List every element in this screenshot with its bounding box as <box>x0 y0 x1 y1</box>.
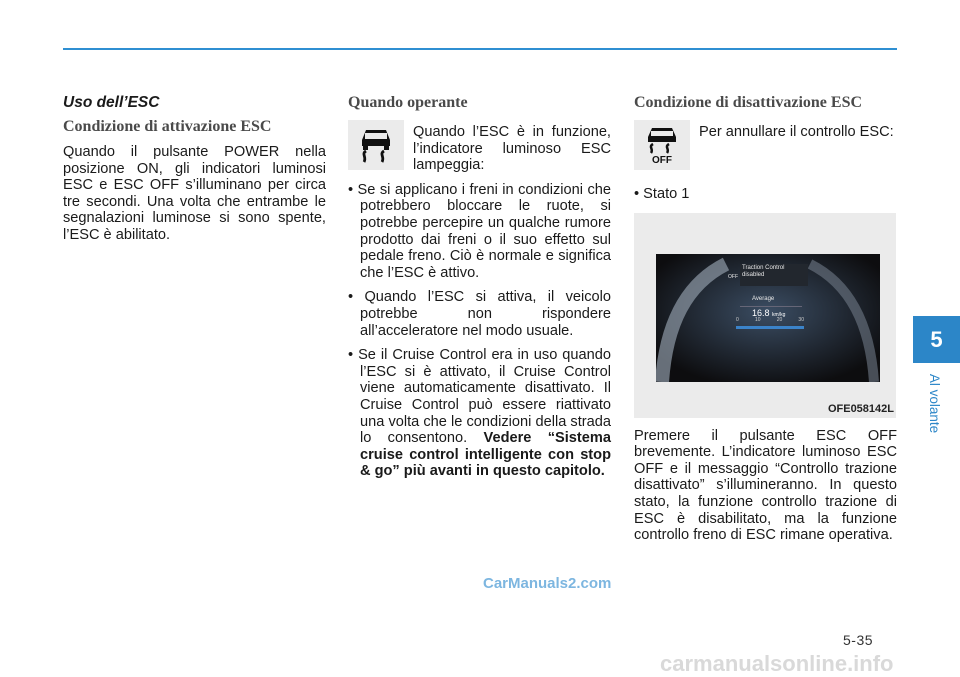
column-activation <box>63 94 326 244</box>
image-code: OFE058142L <box>827 402 894 415</box>
scale-tick: 10 <box>754 316 761 323</box>
operating-intro: Quando l’ESC è in funzione, l’indicatore luminoso ESC lampeggia: <box>413 124 611 174</box>
popup-line1: Traction Control <box>742 264 785 271</box>
cross-reference: Vedere “Sistema cruise control intelligente con stop & go” più avanti in questo capitolo. <box>360 430 611 480</box>
cluster-photo <box>634 213 896 418</box>
deactivation-body: Premere il pulsante ESC OFF brevemente. L’indicatore luminoso ESC OFF e il messaggio “Controllo trazione disattivato” s’illumineranno. In questo stato, la funzione controllo trazione di ESC è disabilitato, ma la funzione controllo freno di ESC rimane operativa. <box>634 427 897 544</box>
state-label: • Stato 1 <box>634 186 690 202</box>
average-label: Average <box>752 295 775 302</box>
header-rule <box>63 48 897 50</box>
off-label: OFF <box>652 155 672 165</box>
page-number: 5-35 <box>843 632 874 648</box>
esc-off-indicator-icon <box>634 120 690 170</box>
operating-heading: Quando operante <box>348 94 468 111</box>
instrument-cluster-display <box>656 254 880 382</box>
esc-indicator-icon <box>348 120 404 170</box>
chapter-title <box>922 363 948 443</box>
deactivation-intro: Per annullare il controllo ESC: <box>699 124 894 140</box>
chapter-title-text: Al volante <box>927 373 943 433</box>
watermark-carmanualsonline: carmanualsonline.info <box>660 651 894 676</box>
activation-body: Quando il pulsante POWER nella posizione ON, gli indicatori luminosi ESC e ESC OFF s’illuminano per circa tre secondi. Una volta che entrambe le segnalazioni luminose si sono spente, l’ESC è abilitato. <box>63 144 326 243</box>
list-item-text: • Se il Cruise Control era in uso quando l’ESC si è attivato, il Cruise Control viene automaticamente disattivato. Il Cruise Control può essere riattivato una volta che le condizioni della strada lo consentono. <box>348 347 611 447</box>
scale-tick: 20 <box>776 316 783 323</box>
popup-off-label: OFF <box>728 273 738 280</box>
section-title: Uso dell’ESC <box>63 94 160 111</box>
column-operating <box>348 94 611 480</box>
list-item: • Se si applicano i freni in condizioni che potrebbero bloccare le ruote, si potrebbe percepire un qualche rumore prodotto dai freni o il suo effetto sul pedale freno. Ciò è normale e significa che l’ESC è attivo. <box>348 181 611 281</box>
list-item: • Quando l’ESC si attiva, il veicolo potrebbe non rispondere all’acceleratore nel modo usuale. <box>348 289 611 339</box>
watermark-carmanuals2: CarManuals2.com <box>483 575 612 592</box>
deactivation-heading: Condizione di disattivazione ESC <box>634 94 863 111</box>
scale-tick: 30 <box>798 316 804 323</box>
scale-tick: 0 <box>736 316 739 323</box>
average-scale <box>736 317 804 323</box>
chapter-tab: 5 <box>913 316 960 363</box>
popup-message <box>742 265 784 279</box>
list-item <box>348 347 611 480</box>
activation-heading: Condizione di attivazione ESC <box>63 118 272 135</box>
popup-line2: disabled <box>742 271 765 278</box>
average-value: 16.8 <box>752 307 770 318</box>
average-unit: km/kg <box>772 311 786 318</box>
column-deactivation <box>634 94 897 544</box>
